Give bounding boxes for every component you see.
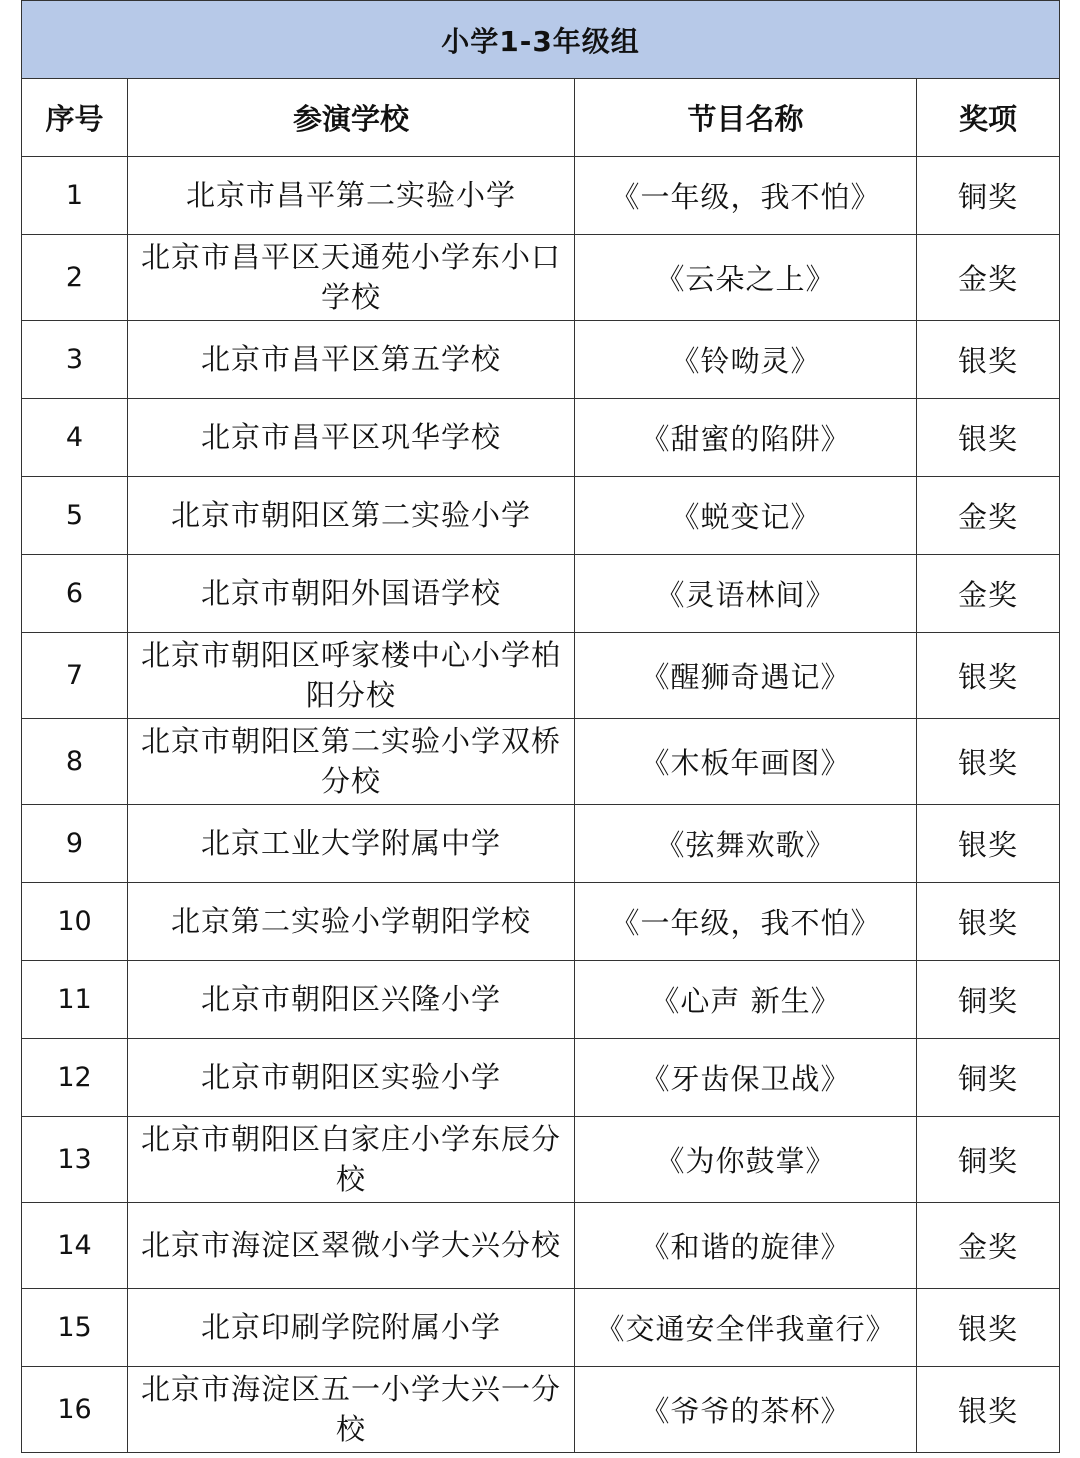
program-name: 《醒狮奇遇记》 xyxy=(575,633,917,719)
row-number: 2 xyxy=(22,235,128,321)
award-level: 银奖 xyxy=(917,805,1060,883)
program-name: 《为你鼓掌》 xyxy=(575,1117,917,1203)
row-number: 9 xyxy=(22,805,128,883)
program-name: 《牙齿保卫战》 xyxy=(575,1039,917,1117)
award-level: 银奖 xyxy=(917,321,1060,399)
header-school: 参演学校 xyxy=(128,79,575,157)
title-row xyxy=(22,1,1060,79)
header-row xyxy=(22,79,1060,157)
award-level: 银奖 xyxy=(917,399,1060,477)
row-number: 11 xyxy=(22,961,128,1039)
school-name: 北京市朝阳区第二实验小学双桥分校 xyxy=(128,719,575,805)
row-number: 15 xyxy=(22,1289,128,1367)
table-row xyxy=(22,805,1060,883)
award-level: 金奖 xyxy=(917,1203,1060,1289)
program-name: 《云朵之上》 xyxy=(575,235,917,321)
table-row xyxy=(22,633,1060,719)
school-name: 北京市朝阳区白家庄小学东辰分校 xyxy=(128,1117,575,1203)
row-number: 8 xyxy=(22,719,128,805)
row-number: 6 xyxy=(22,555,128,633)
award-level: 铜奖 xyxy=(917,157,1060,235)
award-level: 铜奖 xyxy=(917,961,1060,1039)
school-name: 北京市朝阳区呼家楼中心小学柏阳分校 xyxy=(128,633,575,719)
award-level: 银奖 xyxy=(917,1367,1060,1453)
table-title: 小学1-3年级组 xyxy=(22,1,1060,79)
table-row xyxy=(22,157,1060,235)
table-row xyxy=(22,719,1060,805)
program-name: 《木板年画图》 xyxy=(575,719,917,805)
table-row xyxy=(22,399,1060,477)
table-row xyxy=(22,477,1060,555)
program-name: 《和谐的旋律》 xyxy=(575,1203,917,1289)
header-no: 序号 xyxy=(22,79,128,157)
program-name: 《一年级，我不怕》 xyxy=(575,883,917,961)
row-number: 14 xyxy=(22,1203,128,1289)
program-name: 《蜕变记》 xyxy=(575,477,917,555)
row-number: 10 xyxy=(22,883,128,961)
school-name: 北京市昌平区天通苑小学东小口学校 xyxy=(128,235,575,321)
award-level: 金奖 xyxy=(917,477,1060,555)
award-level: 铜奖 xyxy=(917,1039,1060,1117)
table-row xyxy=(22,1203,1060,1289)
school-name: 北京市昌平区第五学校 xyxy=(128,321,575,399)
row-number: 4 xyxy=(22,399,128,477)
table-row xyxy=(22,1117,1060,1203)
award-level: 银奖 xyxy=(917,883,1060,961)
program-name: 《甜蜜的陷阱》 xyxy=(575,399,917,477)
award-level: 银奖 xyxy=(917,1289,1060,1367)
program-name: 《灵语林间》 xyxy=(575,555,917,633)
program-name: 《交通安全伴我童行》 xyxy=(575,1289,917,1367)
row-number: 7 xyxy=(22,633,128,719)
school-name: 北京市朝阳区兴隆小学 xyxy=(128,961,575,1039)
table-row xyxy=(22,1039,1060,1117)
award-level: 铜奖 xyxy=(917,1117,1060,1203)
award-level: 银奖 xyxy=(917,633,1060,719)
program-name: 《爷爷的茶杯》 xyxy=(575,1367,917,1453)
header-program: 节目名称 xyxy=(575,79,917,157)
table-row xyxy=(22,883,1060,961)
program-name: 《心声 新生》 xyxy=(575,961,917,1039)
table-row xyxy=(22,961,1060,1039)
row-number: 12 xyxy=(22,1039,128,1117)
table-row xyxy=(22,555,1060,633)
award-level: 金奖 xyxy=(917,555,1060,633)
school-name: 北京市朝阳外国语学校 xyxy=(128,555,575,633)
school-name: 北京市朝阳区第二实验小学 xyxy=(128,477,575,555)
award-table xyxy=(21,0,1060,1453)
row-number: 13 xyxy=(22,1117,128,1203)
program-name: 《铃呦灵》 xyxy=(575,321,917,399)
school-name: 北京市海淀区五一小学大兴一分校 xyxy=(128,1367,575,1453)
school-name: 北京工业大学附属中学 xyxy=(128,805,575,883)
row-number: 16 xyxy=(22,1367,128,1453)
table-row xyxy=(22,1367,1060,1453)
school-name: 北京印刷学院附属小学 xyxy=(128,1289,575,1367)
program-name: 《一年级，我不怕》 xyxy=(575,157,917,235)
row-number: 1 xyxy=(22,157,128,235)
table-row xyxy=(22,235,1060,321)
row-number: 5 xyxy=(22,477,128,555)
award-level: 金奖 xyxy=(917,235,1060,321)
award-level: 银奖 xyxy=(917,719,1060,805)
school-name: 北京市昌平区巩华学校 xyxy=(128,399,575,477)
school-name: 北京第二实验小学朝阳学校 xyxy=(128,883,575,961)
table-row xyxy=(22,321,1060,399)
school-name: 北京市海淀区翠微小学大兴分校 xyxy=(128,1203,575,1289)
school-name: 北京市昌平第二实验小学 xyxy=(128,157,575,235)
table-row xyxy=(22,1289,1060,1367)
header-award: 奖项 xyxy=(917,79,1060,157)
row-number: 3 xyxy=(22,321,128,399)
program-name: 《弦舞欢歌》 xyxy=(575,805,917,883)
school-name: 北京市朝阳区实验小学 xyxy=(128,1039,575,1117)
